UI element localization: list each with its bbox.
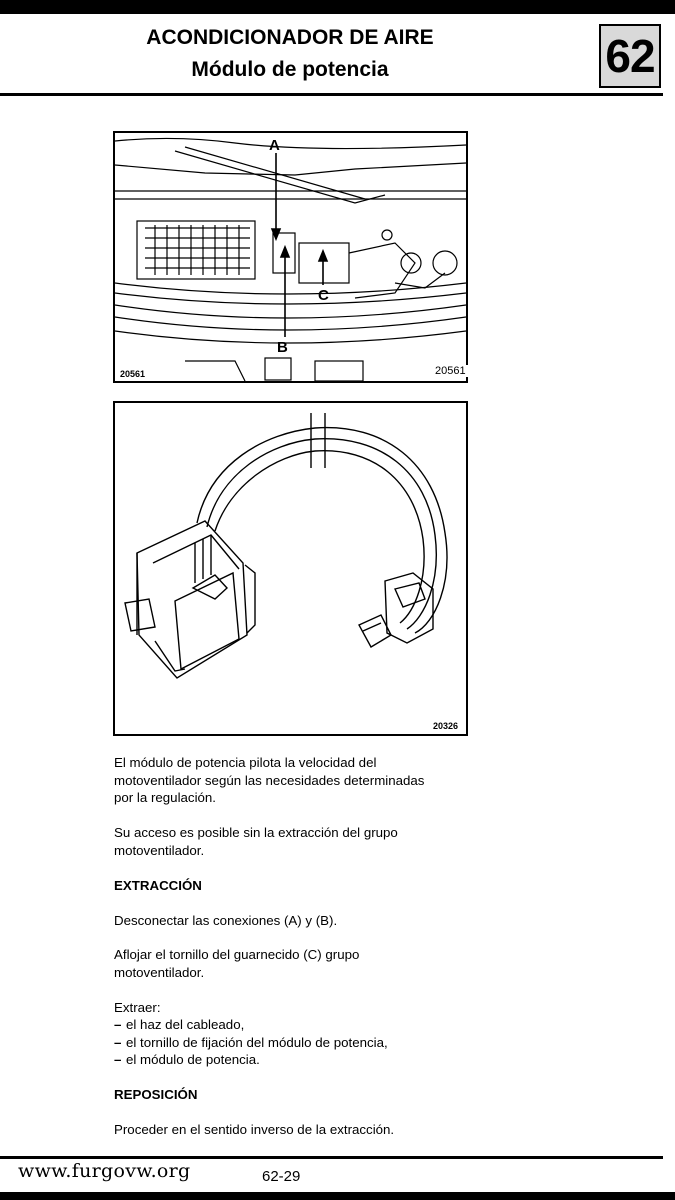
page-subtitle: Módulo de potencia: [191, 58, 389, 81]
chapter-badge: 62: [599, 24, 661, 88]
list-item: [114, 1051, 388, 1069]
extract-label: Extraer:: [114, 1000, 161, 1015]
footer-rule: [0, 1156, 663, 1159]
list-item-text: el haz del cableado,: [126, 1017, 245, 1032]
paragraph-1-line: motoventilador según las necesidades determinadas: [114, 772, 425, 788]
figure-code-right: 20561: [435, 365, 466, 377]
figure-label-a: A: [269, 137, 280, 154]
paragraph-1-line: El módulo de potencia pilota la velocidad del: [114, 755, 377, 770]
bullet-mark: –: [114, 1034, 122, 1050]
figure-engine-bay: [113, 131, 468, 383]
paragraph-4: [114, 946, 359, 981]
page-title: ACONDICIONADOR DE AIRE: [146, 26, 434, 49]
figure-code: 20326: [433, 721, 459, 731]
paragraph-2-line: motoventilador.: [114, 842, 205, 858]
paragraph-5: Proceder en el sentido inverso de la extracción.: [114, 1122, 395, 1137]
page-number: 62-29: [262, 1168, 301, 1185]
paragraph-1: [114, 754, 424, 807]
figure-label-b: B: [277, 339, 288, 356]
figure-code-left: 20561: [120, 369, 146, 379]
paragraph-1-line: por la regulación.: [114, 790, 217, 805]
top-bar: [0, 0, 675, 14]
list-item-text: el módulo de potencia.: [126, 1052, 260, 1067]
paragraph-2-line: Su acceso es posible sin la extracción del grupo: [114, 825, 398, 840]
paragraph-4-line: motoventilador.: [114, 964, 205, 980]
list-item: [114, 1034, 388, 1052]
header-rule: [0, 93, 663, 96]
bottom-bar: [0, 1192, 675, 1200]
list-item-text: el tornillo de fijación del módulo de potencia,: [126, 1034, 388, 1050]
bullet-mark: –: [114, 1017, 122, 1032]
paragraph-2: [114, 824, 398, 859]
paragraph-3: Desconectar las conexiones (A) y (B).: [114, 913, 338, 928]
figure-label-c: C: [318, 287, 329, 304]
heading-extraction: EXTRACCIÓN: [114, 878, 202, 893]
website-link[interactable]: www.furgovw.org: [18, 1160, 191, 1182]
bullet-list: [114, 1016, 388, 1069]
paragraph-4-line: Aflojar el tornillo del guarnecido (C) grupo: [114, 947, 360, 962]
list-item: [114, 1016, 388, 1034]
figure-power-module: [113, 401, 468, 736]
engine-bay-illustration: [115, 133, 466, 381]
bullet-mark: –: [114, 1052, 122, 1067]
heading-reposition: REPOSICIÓN: [114, 1087, 198, 1102]
power-module-illustration: [115, 403, 466, 734]
